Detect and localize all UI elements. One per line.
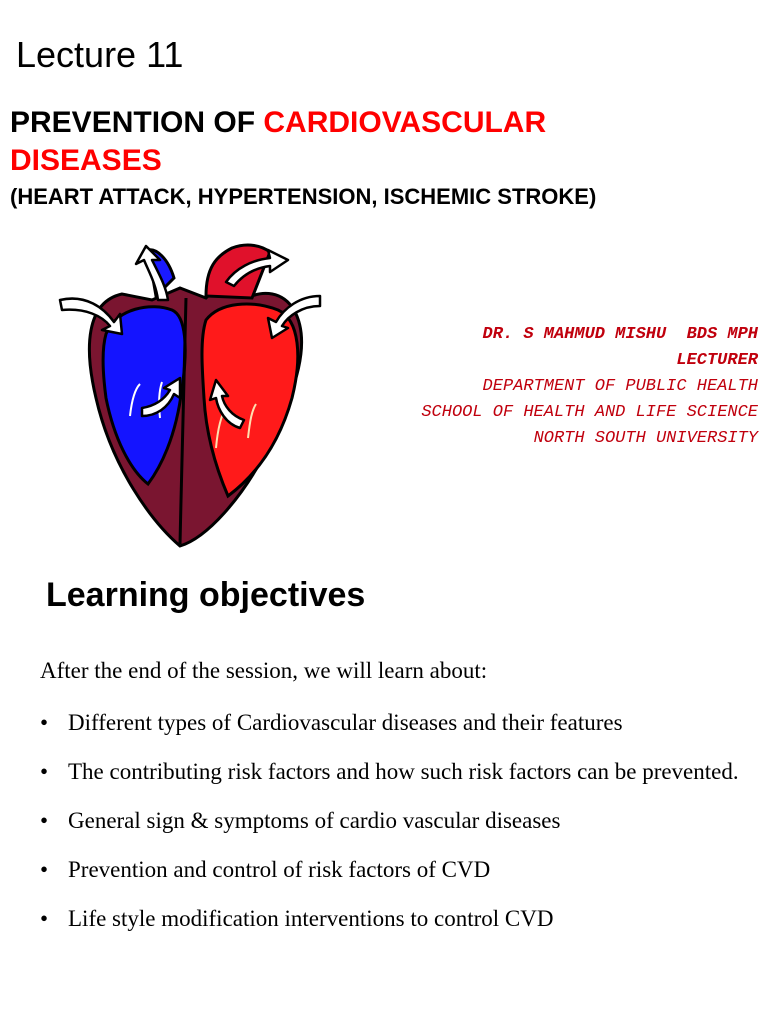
- main-title: [10, 104, 750, 180]
- subtitle: (HEART ATTACK, HYPERTENSION, ISCHEMIC STROKE): [10, 184, 597, 209]
- list-item: [40, 757, 755, 786]
- title-highlight-2: DISEASES: [10, 144, 162, 177]
- objectives-list: [40, 708, 755, 953]
- objectives-intro: After the end of the session, we will learn about:: [40, 658, 488, 683]
- list-item: [40, 904, 755, 933]
- objective-text: The contributing risk factors and how such risk factors can be prevented.: [68, 759, 739, 784]
- lecture-title: Lecture 11: [16, 34, 184, 75]
- list-item: [40, 708, 755, 737]
- bullet-icon: •: [40, 710, 49, 735]
- list-item: [40, 855, 755, 884]
- author-role: LECTURER: [676, 351, 758, 370]
- author-university: NORTH SOUTH UNIVERSITY: [533, 429, 758, 448]
- objective-text: General sign & symptoms of cardio vascular diseases: [68, 808, 561, 833]
- objective-text: Prevention and control of risk factors of CVD: [68, 857, 491, 882]
- heart-diagram-icon: [56, 238, 326, 550]
- author-department: DEPARTMENT OF PUBLIC HEALTH: [482, 377, 758, 396]
- title-highlight: CARDIOVASCULAR: [263, 106, 547, 139]
- objective-text: Different types of Cardiovascular diseases and their features: [68, 710, 623, 735]
- bullet-icon: •: [40, 857, 49, 882]
- bullet-icon: •: [40, 906, 49, 931]
- bullet-icon: •: [40, 759, 49, 784]
- list-item: [40, 806, 755, 835]
- objectives-slide: [0, 576, 768, 1024]
- objectives-heading: Learning objectives: [46, 576, 366, 614]
- author-school: SCHOOL OF HEALTH AND LIFE SCIENCE: [421, 403, 758, 422]
- author-block: [298, 322, 758, 452]
- title-prefix: PREVENTION OF: [10, 106, 264, 139]
- objective-text: Life style modification interventions to control CVD: [68, 906, 554, 931]
- author-name: DR. S MAHMUD MISHU BDS MPH: [482, 325, 758, 344]
- bullet-icon: •: [40, 808, 49, 833]
